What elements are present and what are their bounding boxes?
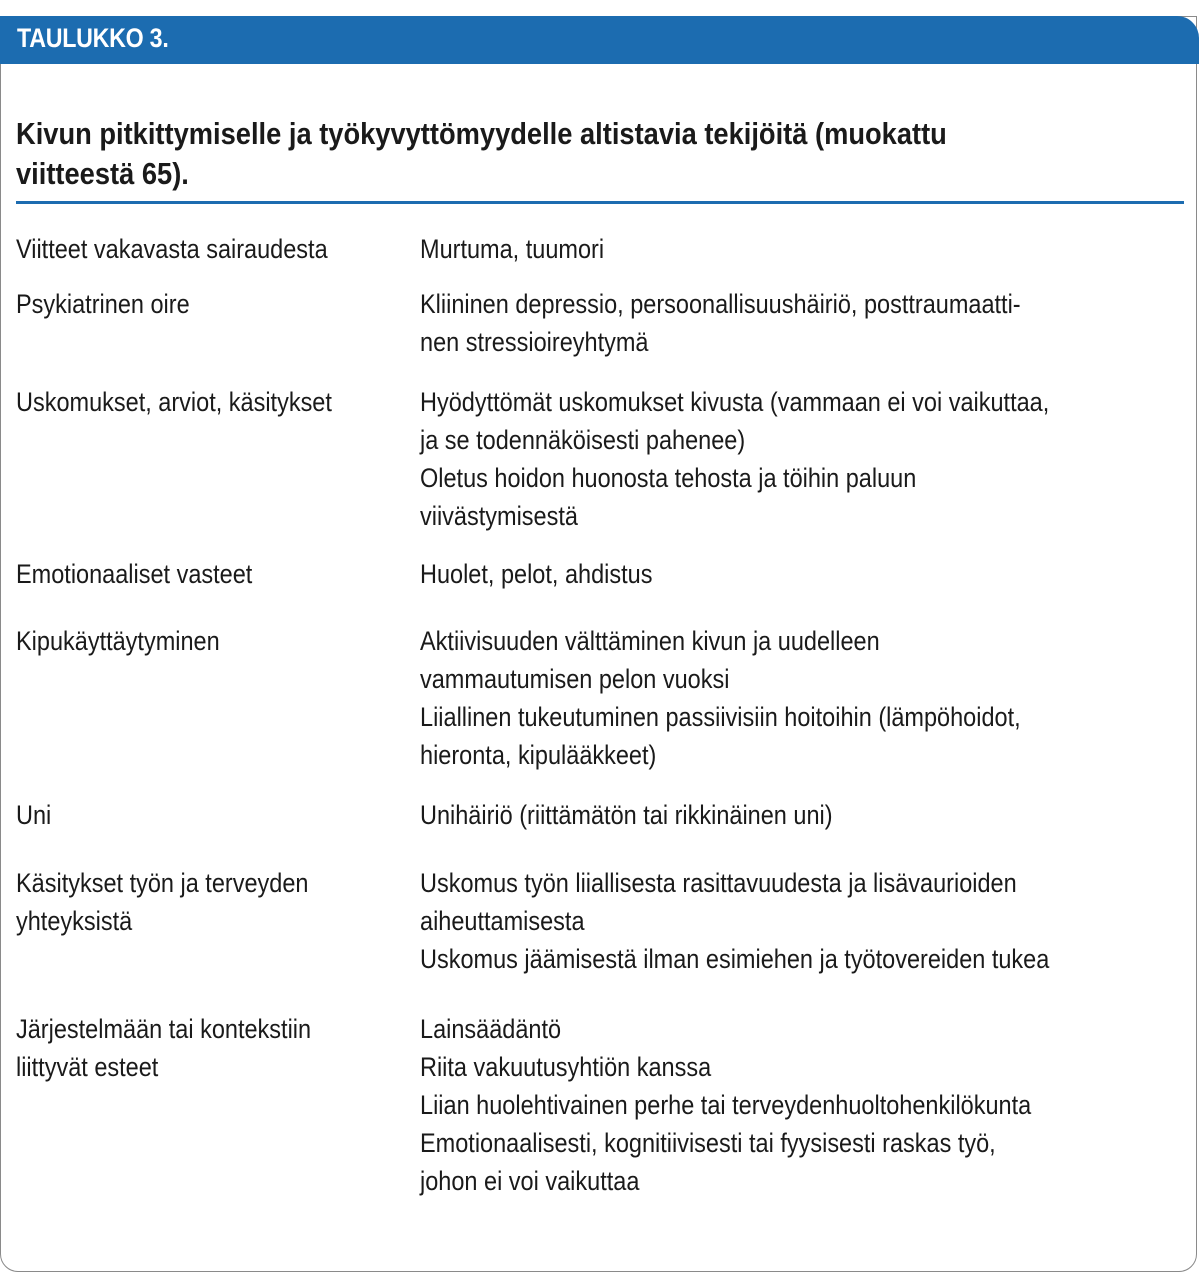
table-header-bar [0,16,1199,64]
example-text: Hyödyttömät uskomukset kivusta (vammaan ei voi vaikuttaa, [420,387,1050,417]
example-text: ja se todennäköisesti pahenee) [420,425,746,455]
example-text: Kliininen depressio, persoonallisuushäiriö, posttraumaatti- [420,289,1021,319]
factor-cell [16,864,399,940]
factor-text: Viitteet vakavasta sairaudesta [16,234,328,264]
title-line: viitteestä 65). [16,156,189,191]
factor-text: Uskomukset, arviot, käsitykset [16,387,332,417]
example-text: Unihäiriö (riittämätön tai rikkinäinen uni) [420,800,833,830]
example-text: Uskomus työn liiallisesta rasittavuudesta ja lisävaurioiden [420,868,1017,898]
examples-cell [420,622,1186,774]
factor-text: Käsitykset työn ja terveyden [16,868,309,898]
example-text: Oletus hoidon huonosta tehosta ja töihin paluun [420,463,917,493]
example-text: Emotionaalisesti, kognitiivisesti tai fyysisesti raskas työ, [420,1128,996,1158]
example-text: nen stressioireyhtymä [420,327,649,357]
title-line: Kivun pitkittymiselle ja työkyvyttömyydelle altistavia tekijöitä (muokattu [16,116,947,151]
factor-cell [16,796,399,834]
examples-cell [420,230,1186,268]
factor-text: Järjestelmään tai kontekstiin [16,1014,312,1044]
example-text: hieronta, kipulääkkeet) [420,740,657,770]
example-text: Huolet, pelot, ahdistus [420,559,653,589]
example-text: Murtuma, tuumori [420,234,605,264]
factor-text: liittyvät esteet [16,1052,159,1082]
example-text: Liian huolehtivainen perhe tai terveydenhuoltohenkilökunta [420,1090,1032,1120]
factor-text: yhteyksistä [16,906,133,936]
factor-cell [16,285,399,323]
example-text: vammautumisen pelon vuoksi [420,664,730,694]
examples-cell [420,796,1186,834]
factor-cell [16,383,399,421]
factor-cell [16,1010,399,1086]
example-text: aiheuttamisesta [420,906,585,936]
examples-cell [420,864,1186,978]
example-text: Liiallinen tukeutuminen passiivisiin hoitoihin (lämpöhoidot, [420,702,1021,732]
example-text: Uskomus jäämisestä ilman esimiehen ja työtovereiden tukea [420,944,1050,974]
example-text: johon ei voi vaikuttaa [420,1166,640,1196]
example-text: Lainsäädäntö [420,1014,562,1044]
factor-text: Kipukäyttäytyminen [16,626,220,656]
examples-cell [420,1010,1186,1200]
factor-cell [16,622,399,660]
examples-cell [420,383,1186,535]
table-title [16,114,1160,194]
factor-text: Emotionaaliset vasteet [16,559,253,589]
factor-text: Psykiatrinen oire [16,289,190,319]
factor-cell [16,555,399,593]
table-label: TAULUKKO 3. [17,23,169,53]
examples-cell [420,555,1186,593]
title-divider [16,201,1184,204]
factor-text: Uni [16,800,52,830]
factor-cell [16,230,399,268]
example-text: Riita vakuutusyhtiön kanssa [420,1052,712,1082]
examples-cell [420,285,1186,361]
example-text: Aktiivisuuden välttäminen kivun ja uudelleen [420,626,880,656]
example-text: viivästymisestä [420,501,578,531]
